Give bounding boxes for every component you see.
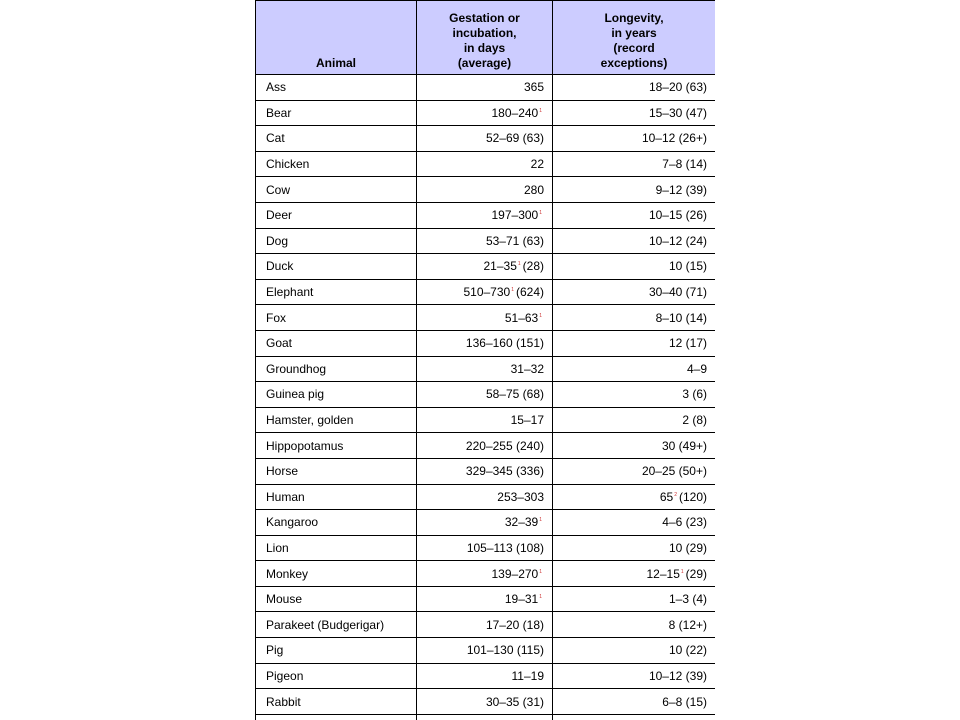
header-animal: Animal	[256, 1, 417, 75]
gestation-cell	[417, 382, 553, 408]
longevity-cell-value: 8 (12+)	[668, 617, 707, 632]
gestation-cell-value: 52–69 (63)	[485, 131, 544, 146]
animal-cell: Cow	[256, 177, 417, 203]
longevity-cell	[553, 586, 716, 612]
gestation-cell-value: 510–730	[463, 285, 511, 300]
longevity-cell	[553, 535, 716, 561]
gestation-cell	[417, 330, 553, 356]
longevity-cell-record: (29)	[685, 566, 707, 581]
gestation-cell-value: 58–75 (68)	[485, 387, 544, 402]
longevity-cell-value: 10–12 (24)	[648, 233, 707, 248]
table-row	[256, 100, 716, 126]
gestation-cell-value: 22	[530, 157, 544, 172]
longevity-cell	[553, 714, 716, 720]
table-row	[256, 151, 716, 177]
gestation-cell	[417, 151, 553, 177]
gestation-cell-value: 105–113 (108)	[466, 540, 544, 555]
longevity-cell	[553, 561, 716, 587]
table-row	[256, 356, 716, 382]
gestation-cell	[417, 586, 553, 612]
footnote-marker: 1	[539, 594, 542, 601]
header-row	[256, 1, 716, 75]
header-gestation: Gestation or incubation, in days (average)	[417, 1, 553, 75]
gestation-cell	[417, 612, 553, 638]
animal-cell: Horse	[256, 458, 417, 484]
table-row	[256, 407, 716, 433]
longevity-cell	[553, 663, 716, 689]
gestation-cell	[417, 177, 553, 203]
table-row	[256, 458, 716, 484]
table-row	[256, 228, 716, 254]
gestation-cell-value: 329–345 (336)	[465, 464, 544, 479]
table-row	[256, 510, 716, 536]
gestation-cell-value: 253–303	[497, 489, 544, 504]
longevity-cell-value: 12 (17)	[668, 336, 707, 351]
gestation-cell	[417, 305, 553, 331]
animal-cell: Cat	[256, 126, 417, 152]
longevity-cell	[553, 254, 716, 280]
gestation-cell-value: 31–32	[510, 361, 544, 376]
animal-cell: Guinea pig	[256, 382, 417, 408]
table-row	[256, 382, 716, 408]
longevity-cell-value: 30–40 (71)	[648, 285, 707, 300]
animal-cell: Groundhog	[256, 356, 417, 382]
longevity-cell-value: 6–8 (15)	[662, 694, 707, 709]
gestation-cell-record: (28)	[522, 259, 544, 274]
longevity-cell	[553, 228, 716, 254]
longevity-cell-value: 4–9	[686, 361, 707, 376]
longevity-cell	[553, 382, 716, 408]
footnote-marker: 1	[539, 107, 542, 114]
table-row	[256, 689, 716, 715]
table-row	[256, 279, 716, 305]
footnote-marker: 1	[539, 568, 542, 575]
table-row	[256, 484, 716, 510]
table-row	[256, 638, 716, 664]
gestation-cell-value: 220–255 (240)	[465, 438, 544, 453]
animal-cell: Chicken	[256, 151, 417, 177]
longevity-cell-value: 10–12 (26+)	[641, 131, 707, 146]
animal-cell: Pigeon	[256, 663, 417, 689]
gestation-cell-record: (624)	[515, 285, 544, 300]
table-row	[256, 177, 716, 203]
animal-cell: Rabbit	[256, 689, 417, 715]
gestation-cell	[417, 458, 553, 484]
longevity-cell	[553, 202, 716, 228]
gestation-cell-value: 30–35 (31)	[485, 694, 544, 709]
longevity-cell-value: 10 (29)	[668, 540, 707, 555]
longevity-cell-value: 10 (15)	[668, 259, 707, 274]
longevity-cell-value: 10–12 (39)	[648, 668, 707, 683]
table-body	[256, 75, 716, 720]
table-row	[256, 330, 716, 356]
longevity-cell	[553, 75, 716, 101]
animal-cell: Fox	[256, 305, 417, 331]
animal-cell: Kangaroo	[256, 510, 417, 536]
longevity-cell	[553, 151, 716, 177]
gestation-cell	[417, 535, 553, 561]
gestation-cell-value: 17–20 (18)	[485, 617, 544, 632]
longevity-cell	[553, 484, 716, 510]
table-row	[256, 433, 716, 459]
longevity-cell-value: 12–15	[646, 566, 680, 581]
longevity-cell-value: 65	[659, 489, 674, 504]
gestation-cell-value: 51–63	[504, 310, 539, 325]
animal-cell: Ass	[256, 75, 417, 101]
longevity-cell-value: 1–3 (4)	[668, 592, 707, 607]
longevity-cell-value: 18–20 (63)	[648, 80, 707, 95]
animal-cell: Elephant	[256, 279, 417, 305]
longevity-cell	[553, 330, 716, 356]
table-row	[256, 254, 716, 280]
gestation-cell	[417, 484, 553, 510]
longevity-cell	[553, 689, 716, 715]
footnote-marker: 1	[511, 287, 514, 294]
gestation-cell-value: 139–270	[491, 566, 539, 581]
longevity-cell	[553, 638, 716, 664]
gestation-cell-value: 197–300	[491, 208, 539, 223]
gestation-cell	[417, 433, 553, 459]
longevity-cell	[553, 407, 716, 433]
table-row	[256, 663, 716, 689]
gestation-cell-value: 32–39	[504, 515, 539, 530]
animal-cell: Hamster, golden	[256, 407, 417, 433]
gestation-cell	[417, 202, 553, 228]
table-row	[256, 714, 716, 720]
longevity-cell-value: 7–8 (14)	[662, 157, 707, 172]
gestation-cell	[417, 510, 553, 536]
gestation-cell	[417, 714, 553, 720]
animal-gestation-longevity-table-container	[255, 0, 715, 720]
animal-cell: Hippopotamus	[256, 433, 417, 459]
gestation-cell	[417, 100, 553, 126]
table-row	[256, 305, 716, 331]
table-row	[256, 612, 716, 638]
gestation-cell	[417, 663, 553, 689]
gestation-cell	[417, 638, 553, 664]
footnote-marker: 1	[539, 312, 542, 319]
animal-cell: Dog	[256, 228, 417, 254]
gestation-cell-value: 11–19	[511, 668, 544, 683]
gestation-cell	[417, 561, 553, 587]
animal-cell: Monkey	[256, 561, 417, 587]
gestation-cell-value: 365	[523, 80, 544, 95]
longevity-cell	[553, 612, 716, 638]
longevity-cell	[553, 433, 716, 459]
footnote-marker: 2	[674, 491, 677, 498]
gestation-cell	[417, 356, 553, 382]
longevity-cell-value: 10–15 (26)	[648, 208, 707, 223]
table-row	[256, 75, 716, 101]
gestation-cell	[417, 75, 553, 101]
animal-cell: Goat	[256, 330, 417, 356]
footnote-marker: 1	[680, 568, 684, 575]
table-row	[256, 535, 716, 561]
table-row	[256, 202, 716, 228]
gestation-cell-value: 180–240	[491, 105, 539, 120]
longevity-cell	[553, 177, 716, 203]
longevity-cell	[553, 279, 716, 305]
longevity-cell-value: 30 (49+)	[661, 438, 707, 453]
gestation-cell	[417, 126, 553, 152]
longevity-cell-value: 8–10 (14)	[655, 310, 707, 325]
longevity-cell-value: 4–6 (23)	[662, 515, 707, 530]
animal-cell: Mouse	[256, 586, 417, 612]
animal-cell: Duck	[256, 254, 417, 280]
animal-cell: Parakeet (Budgerigar)	[256, 612, 417, 638]
longevity-cell-value: 2 (8)	[682, 413, 707, 428]
gestation-cell	[417, 407, 553, 433]
gestation-cell-value: 19–31	[504, 592, 539, 607]
table-row	[256, 126, 716, 152]
table-row	[256, 586, 716, 612]
longevity-cell-value: 15–30 (47)	[648, 105, 707, 120]
gestation-cell	[417, 228, 553, 254]
animal-cell: Bear	[256, 100, 417, 126]
longevity-cell-value: 20–25 (50+)	[641, 464, 707, 479]
longevity-cell	[553, 458, 716, 484]
gestation-cell	[417, 254, 553, 280]
gestation-cell-value: 280	[523, 182, 544, 197]
longevity-cell-record: (120)	[678, 489, 707, 504]
footnote-marker: 1	[517, 261, 521, 268]
animal-cell	[256, 714, 417, 720]
header-longevity: Longevity, in years (record exceptions)	[553, 1, 716, 75]
longevity-cell	[553, 100, 716, 126]
animal-cell: Lion	[256, 535, 417, 561]
animal-cell: Deer	[256, 202, 417, 228]
gestation-cell-value: 101–130 (115)	[466, 643, 544, 658]
longevity-cell	[553, 126, 716, 152]
animal-cell: Human	[256, 484, 417, 510]
gestation-cell-value: 15–17	[510, 413, 544, 428]
animal-gestation-longevity-table	[255, 0, 715, 720]
gestation-cell	[417, 689, 553, 715]
gestation-cell-value: 136–160 (151)	[465, 336, 544, 351]
longevity-cell	[553, 305, 716, 331]
footnote-marker: 1	[539, 517, 542, 524]
animal-cell: Pig	[256, 638, 417, 664]
longevity-cell-value: 3 (6)	[682, 387, 707, 402]
longevity-cell-value: 9–12 (39)	[655, 182, 707, 197]
footnote-marker: 1	[539, 210, 542, 217]
longevity-cell	[553, 356, 716, 382]
gestation-cell-value: 53–71 (63)	[485, 233, 544, 248]
gestation-cell-value: 21–35	[483, 259, 517, 274]
table-row	[256, 561, 716, 587]
longevity-cell	[553, 510, 716, 536]
longevity-cell-value: 10 (22)	[668, 643, 707, 658]
gestation-cell	[417, 279, 553, 305]
